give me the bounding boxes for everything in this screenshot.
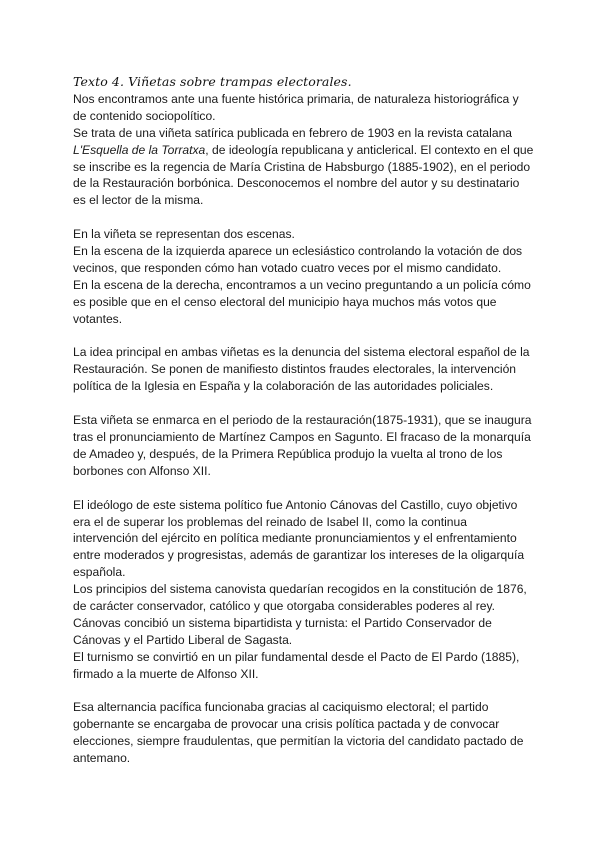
paragraph-source-context (73, 125, 535, 210)
document-title: Texto 4. Viñetas sobre trampas electorales. (73, 74, 352, 89)
paragraph-source-context-text-b: , de ideología republicana y anticlerical. El contexto en el que se inscribe es la regencia de María Cristina de Habsburgo (1885-1902), en el periodo de la Restauración borbónica. Desconocemos el nombre del autor y su destinatario es el lector de la misma. (73, 142, 534, 208)
paragraph-spacer (73, 683, 535, 700)
paragraph-constitution: Los principios del sistema canovista quedarían recogidos en la constitución de 1876, de carácter conservador, católico y que otorgaba considerables poderes al rey. (73, 582, 527, 614)
magazine-name: L'Esquella de la Torratxa (73, 142, 206, 157)
paragraph-historical-period: Esta viñeta se enmarca en el periodo de la restauración(1875-1931), que se inaugura tras el pronunciamiento de Martínez Campos en Sagunto. El fracaso de la monarquía de Amadeo y, después, de la Primera República produjo la vuelta al trono de los borbones con Alfonso XII. (73, 413, 532, 478)
paragraph-right-scene: En la escena de la derecha, encontramos a un vecino preguntando a un policía cómo es posible que en el censo electoral del municipio haya muchos más votos que votantes. (73, 277, 531, 326)
paragraph-spacer (73, 328, 535, 345)
paragraph-spacer (73, 395, 535, 412)
paragraph-caciquismo: Esa alternancia pacífica funcionaba gracias al caciquismo electoral; el partido gobernante se encargaba de provocar una crisis política pactada y de convocar elecciones, siempre fraudulentas, que permitían la victoria del candidato pactado de antemano. (73, 700, 524, 766)
paragraph-main-idea: La idea principal en ambas viñetas es la denuncia del sistema electoral español de la Restauración. Se ponen de manifiesto distintos fraudes electorales, la intervención política de la Iglesia en España y la colaboración de las autoridades policiales. (73, 345, 530, 394)
paragraph-bipartisan: Cánovas concibió un sistema bipartidista y turnista: el Partido Conservador de Cánovas y el Partido Liberal de Sagasta. (73, 615, 492, 647)
paragraph-spacer (73, 480, 535, 497)
paragraph-spacer (73, 209, 535, 226)
paragraph-left-scene: En la escena de la izquierda aparece un eclesiástico controlando la votación de dos vecinos, que responden cómo han votado cuatro veces por el mismo candidato. (73, 244, 523, 275)
paragraph-turnismo: El turnismo se convirtió en un pilar fundamental desde el Pacto de El Pardo (1885), firmado a la muerte de Alfonso XII. (73, 649, 520, 681)
paragraph-canovas: El ideólogo de este sistema político fue Antonio Cánovas del Castillo, cuyo objetivo era el de superar los problemas del reinado de Isabel II, como la continua intervención del ejército en política mediante pronunciamientos y el enfrentamiento entre moderados y progresistas, además de garantizar los intereses de la oligarquía española. (73, 497, 525, 580)
document-body (73, 74, 535, 767)
paragraph-source-type: Nos encontramos ante una fuente histórica primaria, de naturaleza historiográfica y de contenido sociopolítico. (73, 91, 519, 123)
paragraph-scenes-intro: En la viñeta se representan dos escenas. (73, 227, 295, 242)
paragraph-source-context-text-a: Se trata de una viñeta satírica publicada en febrero de 1903 en la revista catalana (73, 125, 513, 140)
